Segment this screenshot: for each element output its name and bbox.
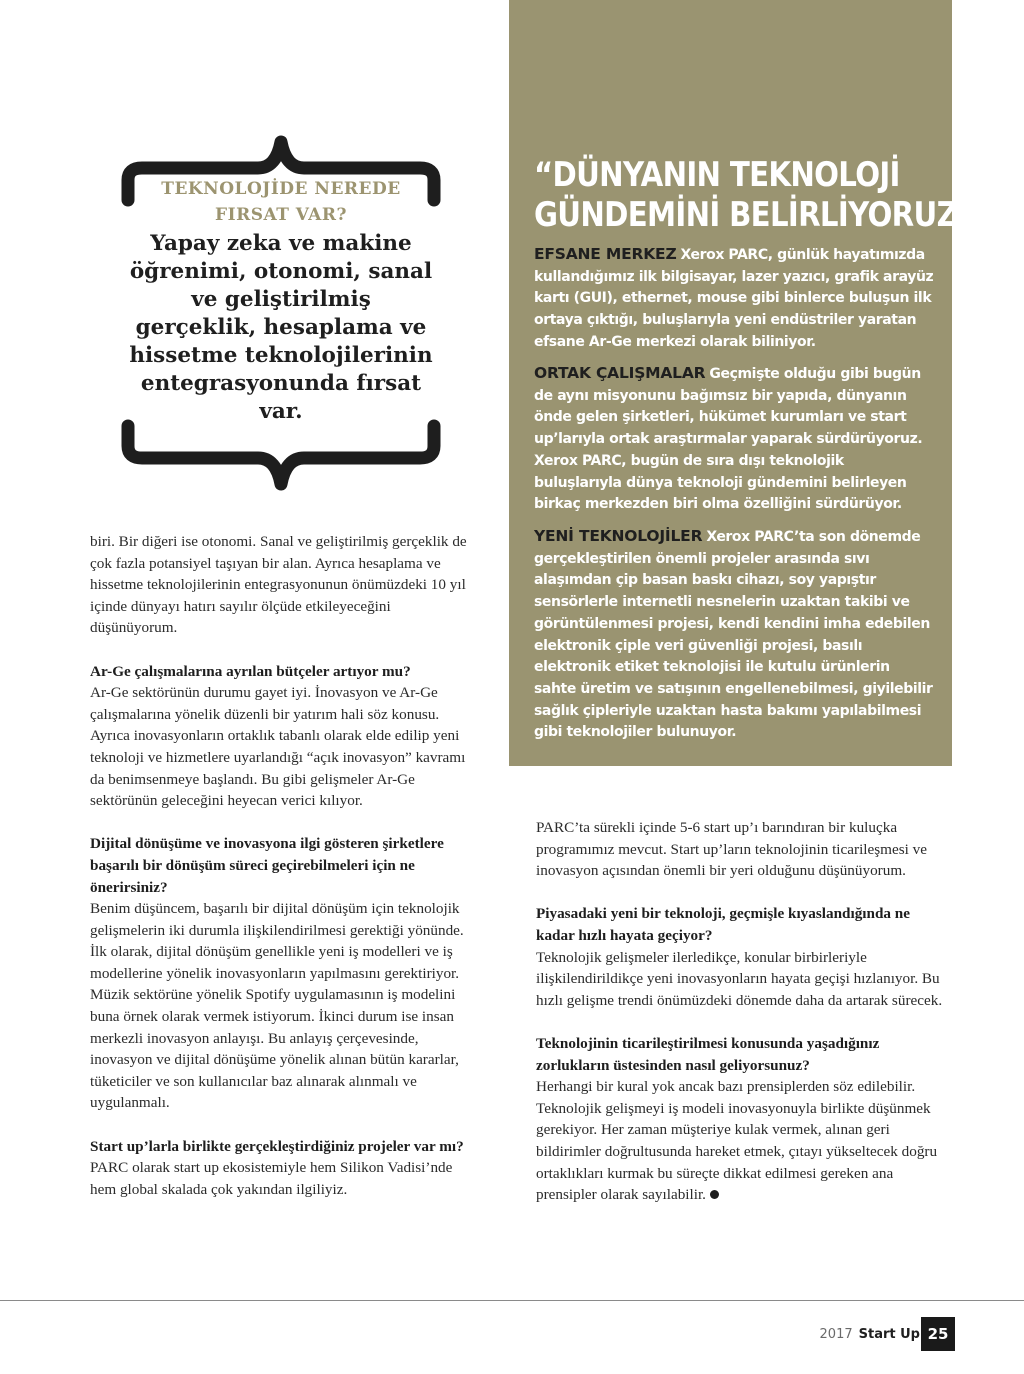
sidebar-paragraph-lead: YENİ TEKNOLOJİLER bbox=[534, 527, 703, 545]
pull-quote-kicker bbox=[118, 176, 444, 228]
footer-year: 2017 bbox=[819, 1327, 853, 1342]
qa-block bbox=[90, 1136, 472, 1201]
sidebar-paragraph-text: Xerox PARC, günlük hayatımızda kullandığımız ilk bilgisayar, lazer yazıcı, grafik arayüz kartı (GUI), ethernet, mouse gibi binlerce buluşun ilk ortaya çıktığı, buluşlarıyla yeni endüstriler yaratan efsane Ar-Ge merkezi olarak biliniyor. bbox=[534, 247, 934, 350]
interview-answer: Benim düşüncem, başarılı bir dijital dönüşüm için teknolojik gelişmelerin iki durumla ilişkilendirilmesi gerektiği yönünde. İlk olarak, dijital dönüşüm genellikle yeni iş modelleri ve iş modellerine yönelik inovasyonların yapılmasını gerektiriyor. Müzik sektörüne yönelik Spotify uygulamasının iş modelini buna örnek olarak vermek istiyorum. İkinci durum ise insan merkezli inovasyon anlayışı. Bu anlayış çerçevesinde, inovasyon ve dijital dönüşüme yönelik alınan bütün kararlar, tüketiciler ve son kullanıcılar baz alınarak alınmalı ve uygulanmalı. bbox=[90, 900, 464, 1112]
right-column bbox=[536, 817, 946, 1227]
qa-block bbox=[536, 903, 946, 1011]
sidebar-title bbox=[534, 155, 976, 235]
pull-quote bbox=[118, 118, 444, 503]
pull-quote-kicker-line-1: TEKNOLOJİDE NEREDE bbox=[161, 179, 401, 199]
interview-question: Ar-Ge çalışmalarına ayrılan bütçeler artıyor mu? bbox=[90, 662, 411, 680]
end-mark-icon bbox=[710, 1190, 719, 1199]
interview-question: Piyasadaki yeni bir teknoloji, geçmişle kıyaslandığında ne kadar hızlı hayata geçiyor? bbox=[536, 905, 910, 944]
interview-answer: Teknolojik gelişmeler ilerledikçe, konular birbirleriyle ilişkilendirildikçe yeni inovasyonların hayata geçişi hızlanıyor. Bu hızlı gelişme trendi önümüzdeki dönemde daha da artarak sürecek. bbox=[536, 948, 943, 1009]
footer-divider bbox=[0, 1300, 1024, 1301]
sidebar-paragraph-lead: ORTAK ÇALIŞMALAR bbox=[534, 364, 706, 382]
footer bbox=[820, 1327, 920, 1342]
interview-question: Start up’larla birlikte gerçekleştirdiğiniz projeler var mı? bbox=[90, 1137, 464, 1155]
sidebar-title-line-1: “DÜNYANIN TEKNOLOJİ bbox=[534, 155, 900, 195]
sidebar-paragraph bbox=[534, 526, 934, 744]
interview-question: Dijital dönüşüme ve inovasyona ilgi gösteren şirketlere başarılı bir dönüşüm süreci geçirebilmeleri için ne önerirsiniz? bbox=[90, 835, 444, 896]
body-paragraph: biri. Bir diğeri ise otonomi. Sanal ve geliştirilmiş gerçeklik de çok fazla potansiyel taşıyan bir alan. Ayrıca hesaplama ve hissetme teknolojilerinin entegrasyonunun önümüzdeki 10 yıl içinde dünyayı hatırı sayılır ölçüde etkileyeceğini düşünüyorum. bbox=[90, 533, 467, 637]
sidebar-box bbox=[509, 0, 976, 766]
pull-quote-kicker-line-2: FIRSAT VAR? bbox=[215, 205, 347, 225]
qa-block bbox=[90, 661, 472, 812]
interview-question: Teknolojinin ticarileştirilmesi konusunda yaşadığınız zorlukların üstesinden nasıl geliyorsunuz? bbox=[536, 1034, 880, 1074]
footer-magazine-name: Start Up bbox=[858, 1327, 920, 1342]
sidebar-paragraph-text: Xerox PARC’ta son dönemde gerçekleştirilen önemli projeler arasında sıvı alaşımdan çip basan baskı cihazı, soy yapıştır sensörlerle internetli nesnelerin uzaktan takibi ve görüntülenmesi projesi, kendi kendini imha edebilen elektronik çiple veri güvenliği projesi, basılı elektronik etiket teknolojisi ile kutulu ürünlerin sahte üretim ve satışının engellenebilmesi, giyilebilir sağlık çipleriyle uzaktan hasta bakımı yapılabilmesi gibi teknolojiler bulunuyor. bbox=[534, 529, 933, 741]
interview-answer: PARC olarak start up ekosistemiyle hem Silikon Vadisi’nde hem global skalada çok yakından ilgiliyiz. bbox=[90, 1159, 453, 1198]
sidebar-paragraph-lead: EFSANE MERKEZ bbox=[534, 245, 677, 263]
sidebar-paragraph-text: Geçmişte olduğu gibi bugün de aynı misyonunu bağımsız bir yapıda, dünyanın önde gelen şirketleri, hükümet kurumları ve start up’larıyla ortak araştırmalar yaparak sürdürüyoruz. Xerox PARC, bugün de sıra dışı teknolojik buluşlarıyla dünya teknoloji gündemini belirleyen birkaç merkezden biri olma özelliğini sürdürüyor. bbox=[534, 366, 923, 513]
sidebar-title-line-2: GÜNDEMİNİ BELİRLİYORUZ” bbox=[534, 195, 976, 235]
curly-brace-bottom-icon bbox=[118, 418, 444, 498]
qa-block bbox=[90, 833, 472, 1114]
sidebar-paragraph bbox=[534, 244, 934, 354]
left-column bbox=[90, 531, 472, 1222]
body-paragraph: PARC’ta sürekli içinde 5-6 start up’ı barındıran bir kuluçka programımız mevcut. Start up’ların teknolojinin ticarileşmesi ve inovasyon açısından önemli bir yeri olduğunu düşünüyorum. bbox=[536, 819, 927, 880]
pull-quote-text: Yapay zeka ve makine öğrenimi, otonomi, sanal ve geliştirilmiş gerçeklik, hesaplama ve hissetme teknolojilerinin entegrasyonunda fırsat var. bbox=[129, 231, 433, 424]
sidebar-paragraph bbox=[534, 363, 934, 516]
page-number: 25 bbox=[921, 1317, 955, 1351]
interview-answer-wrap bbox=[536, 1076, 946, 1206]
interview-answer: Ar-Ge sektörünün durumu gayet iyi. İnovasyon ve Ar-Ge çalışmalarına yönelik düzenli bir yatırım hali söz konusu. Ayrıca inovasyonların ortaklık tabanlı olarak elde edilip yeni teknoloji ve hizmetlere uyarlandığı “açık inovasyon” kavramı da benimsenmeye başlandı. Bu gibi gelişmeler Ar-Ge sektörünün geleceğini heyecan verici kılıyor. bbox=[90, 684, 466, 810]
interview-answer: Herhangi bir kural yok ancak bazı prensiplerden söz edilebilir. Teknolojik gelişmeyi iş modeli inovasyonuyla birlikte düşünmek gerekiyor. Her zaman müşteriye kulak vermek, alınan geri bildirimler doğrultusunda hareket etmek, çıtayı yükseltecek doğru ortaklıkları kurmak bu süreçte dikkat edilmesi gereken ana prensipler olarak sayılabilir. bbox=[536, 1078, 938, 1204]
qa-block bbox=[536, 1033, 946, 1206]
